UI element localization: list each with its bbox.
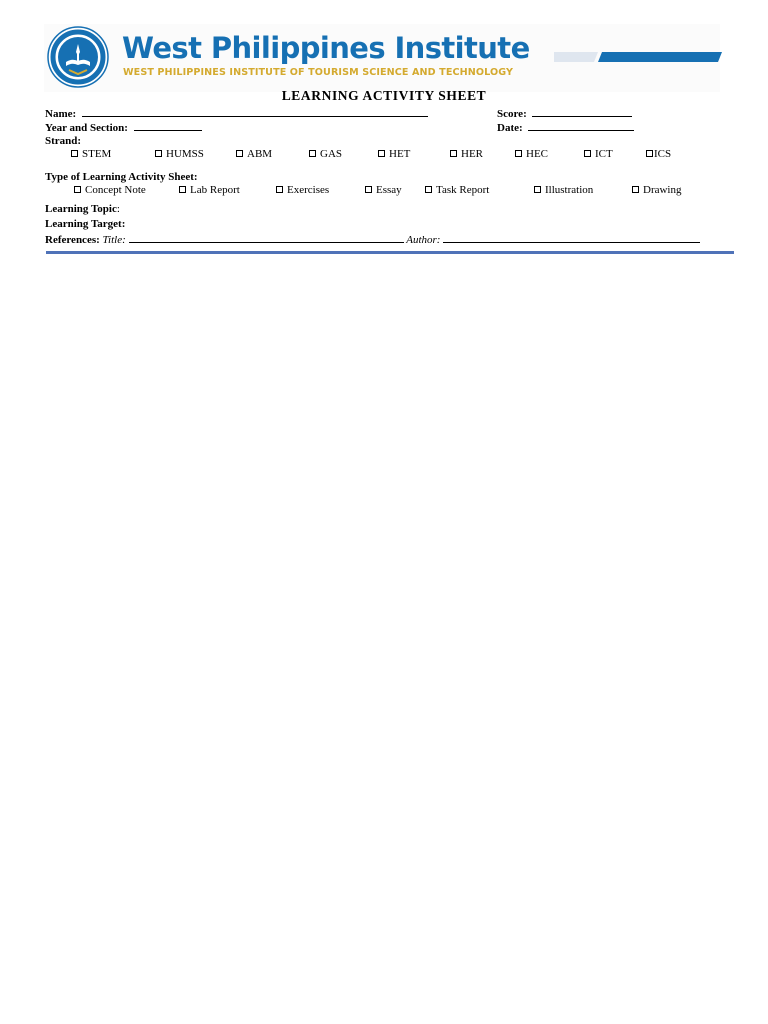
checkbox-icon[interactable] (450, 150, 457, 157)
checkbox-icon[interactable] (632, 186, 639, 193)
checkbox-icon[interactable] (534, 186, 541, 193)
institution-name: West Philippines Institute (122, 31, 530, 65)
type-option-label: Essay (376, 184, 402, 196)
strand-option-her[interactable] (450, 148, 483, 161)
type-option-label: Concept Note (85, 184, 146, 196)
checkbox-icon[interactable] (378, 150, 385, 157)
type-option-lab-report[interactable] (179, 184, 240, 197)
type-option-label: Illustration (545, 184, 594, 196)
institution-header (44, 24, 720, 92)
score-label: Score: (497, 108, 527, 120)
name-field[interactable] (82, 106, 428, 117)
type-option-label: Drawing (643, 184, 682, 196)
strand-option-ics[interactable] (646, 148, 671, 161)
type-option-illustration[interactable] (534, 184, 593, 197)
learning-topic-label: Learning Topic (45, 203, 117, 215)
strand-option-label: GAS (320, 148, 343, 160)
score-field[interactable] (532, 106, 632, 117)
type-row (45, 171, 198, 184)
score-row (497, 106, 632, 121)
strand-option-label: HER (461, 148, 483, 160)
checkbox-icon[interactable] (236, 150, 243, 157)
checkbox-icon[interactable] (74, 186, 81, 193)
strand-option-gas[interactable] (309, 148, 342, 161)
strand-label: Strand: (45, 135, 82, 147)
learning-topic-colon: : (116, 203, 120, 215)
checkbox-icon[interactable] (155, 150, 162, 157)
checkbox-icon[interactable] (515, 150, 522, 157)
strand-option-label: ICS (654, 148, 672, 160)
strand-option-label: HEC (526, 148, 548, 160)
title-label: Title: (102, 234, 126, 246)
author-label: Author: (406, 234, 441, 246)
strand-row (45, 135, 81, 148)
strand-option-label: HUMSS (166, 148, 204, 160)
learning-target-label: Learning Target (45, 218, 122, 230)
checkbox-icon[interactable] (71, 150, 78, 157)
checkbox-icon[interactable] (179, 186, 186, 193)
strand-option-stem[interactable] (71, 148, 111, 161)
strand-option-label: STEM (82, 148, 112, 160)
checkbox-icon[interactable] (646, 150, 653, 157)
strand-option-ict[interactable] (584, 148, 613, 161)
sheet-title: LEARNING ACTIVITY SHEET (281, 88, 487, 103)
strand-option-label: ICT (595, 148, 613, 160)
checkbox-icon[interactable] (584, 150, 591, 157)
header-divider (46, 251, 734, 254)
references-row (45, 232, 700, 247)
header-stripe-decoration (554, 52, 722, 62)
year-section-field[interactable] (134, 120, 202, 131)
date-field[interactable] (528, 120, 634, 131)
reference-title-field[interactable] (129, 232, 404, 243)
checkbox-icon[interactable] (365, 186, 372, 193)
type-option-label: Lab Report (190, 184, 240, 196)
learning-target-colon: : (121, 218, 126, 230)
institution-seal-icon (47, 26, 109, 88)
date-row (497, 120, 634, 135)
year-section-label: Year and Section: (45, 122, 128, 134)
type-option-label: Task Report (436, 184, 490, 196)
strand-option-abm[interactable] (236, 148, 272, 161)
type-label: Type of Learning Activity Sheet: (45, 171, 198, 183)
references-label: References: (45, 234, 100, 246)
type-option-drawing[interactable] (632, 184, 682, 197)
learning-topic-row (45, 203, 120, 216)
strand-option-humss[interactable] (155, 148, 204, 161)
name-row (45, 106, 428, 121)
institution-subtitle: WEST PHILIPPINES INSTITUTE OF TOURISM SCIENCE AND TECHNOLOGY (123, 67, 514, 78)
reference-author-field[interactable] (443, 232, 700, 243)
learning-target-row (45, 218, 125, 231)
type-option-task-report[interactable] (425, 184, 489, 197)
year-section-row (45, 120, 202, 135)
type-option-concept-note[interactable] (74, 184, 146, 197)
strand-option-het[interactable] (378, 148, 410, 161)
strand-option-label: ABM (247, 148, 273, 160)
type-option-label: Exercises (287, 184, 330, 196)
name-label: Name: (45, 108, 77, 120)
type-option-essay[interactable] (365, 184, 402, 197)
strand-option-hec[interactable] (515, 148, 548, 161)
checkbox-icon[interactable] (309, 150, 316, 157)
checkbox-icon[interactable] (276, 186, 283, 193)
checkbox-icon[interactable] (425, 186, 432, 193)
strand-option-label: HET (389, 148, 411, 160)
type-option-exercises[interactable] (276, 184, 329, 197)
date-label: Date: (497, 122, 523, 134)
